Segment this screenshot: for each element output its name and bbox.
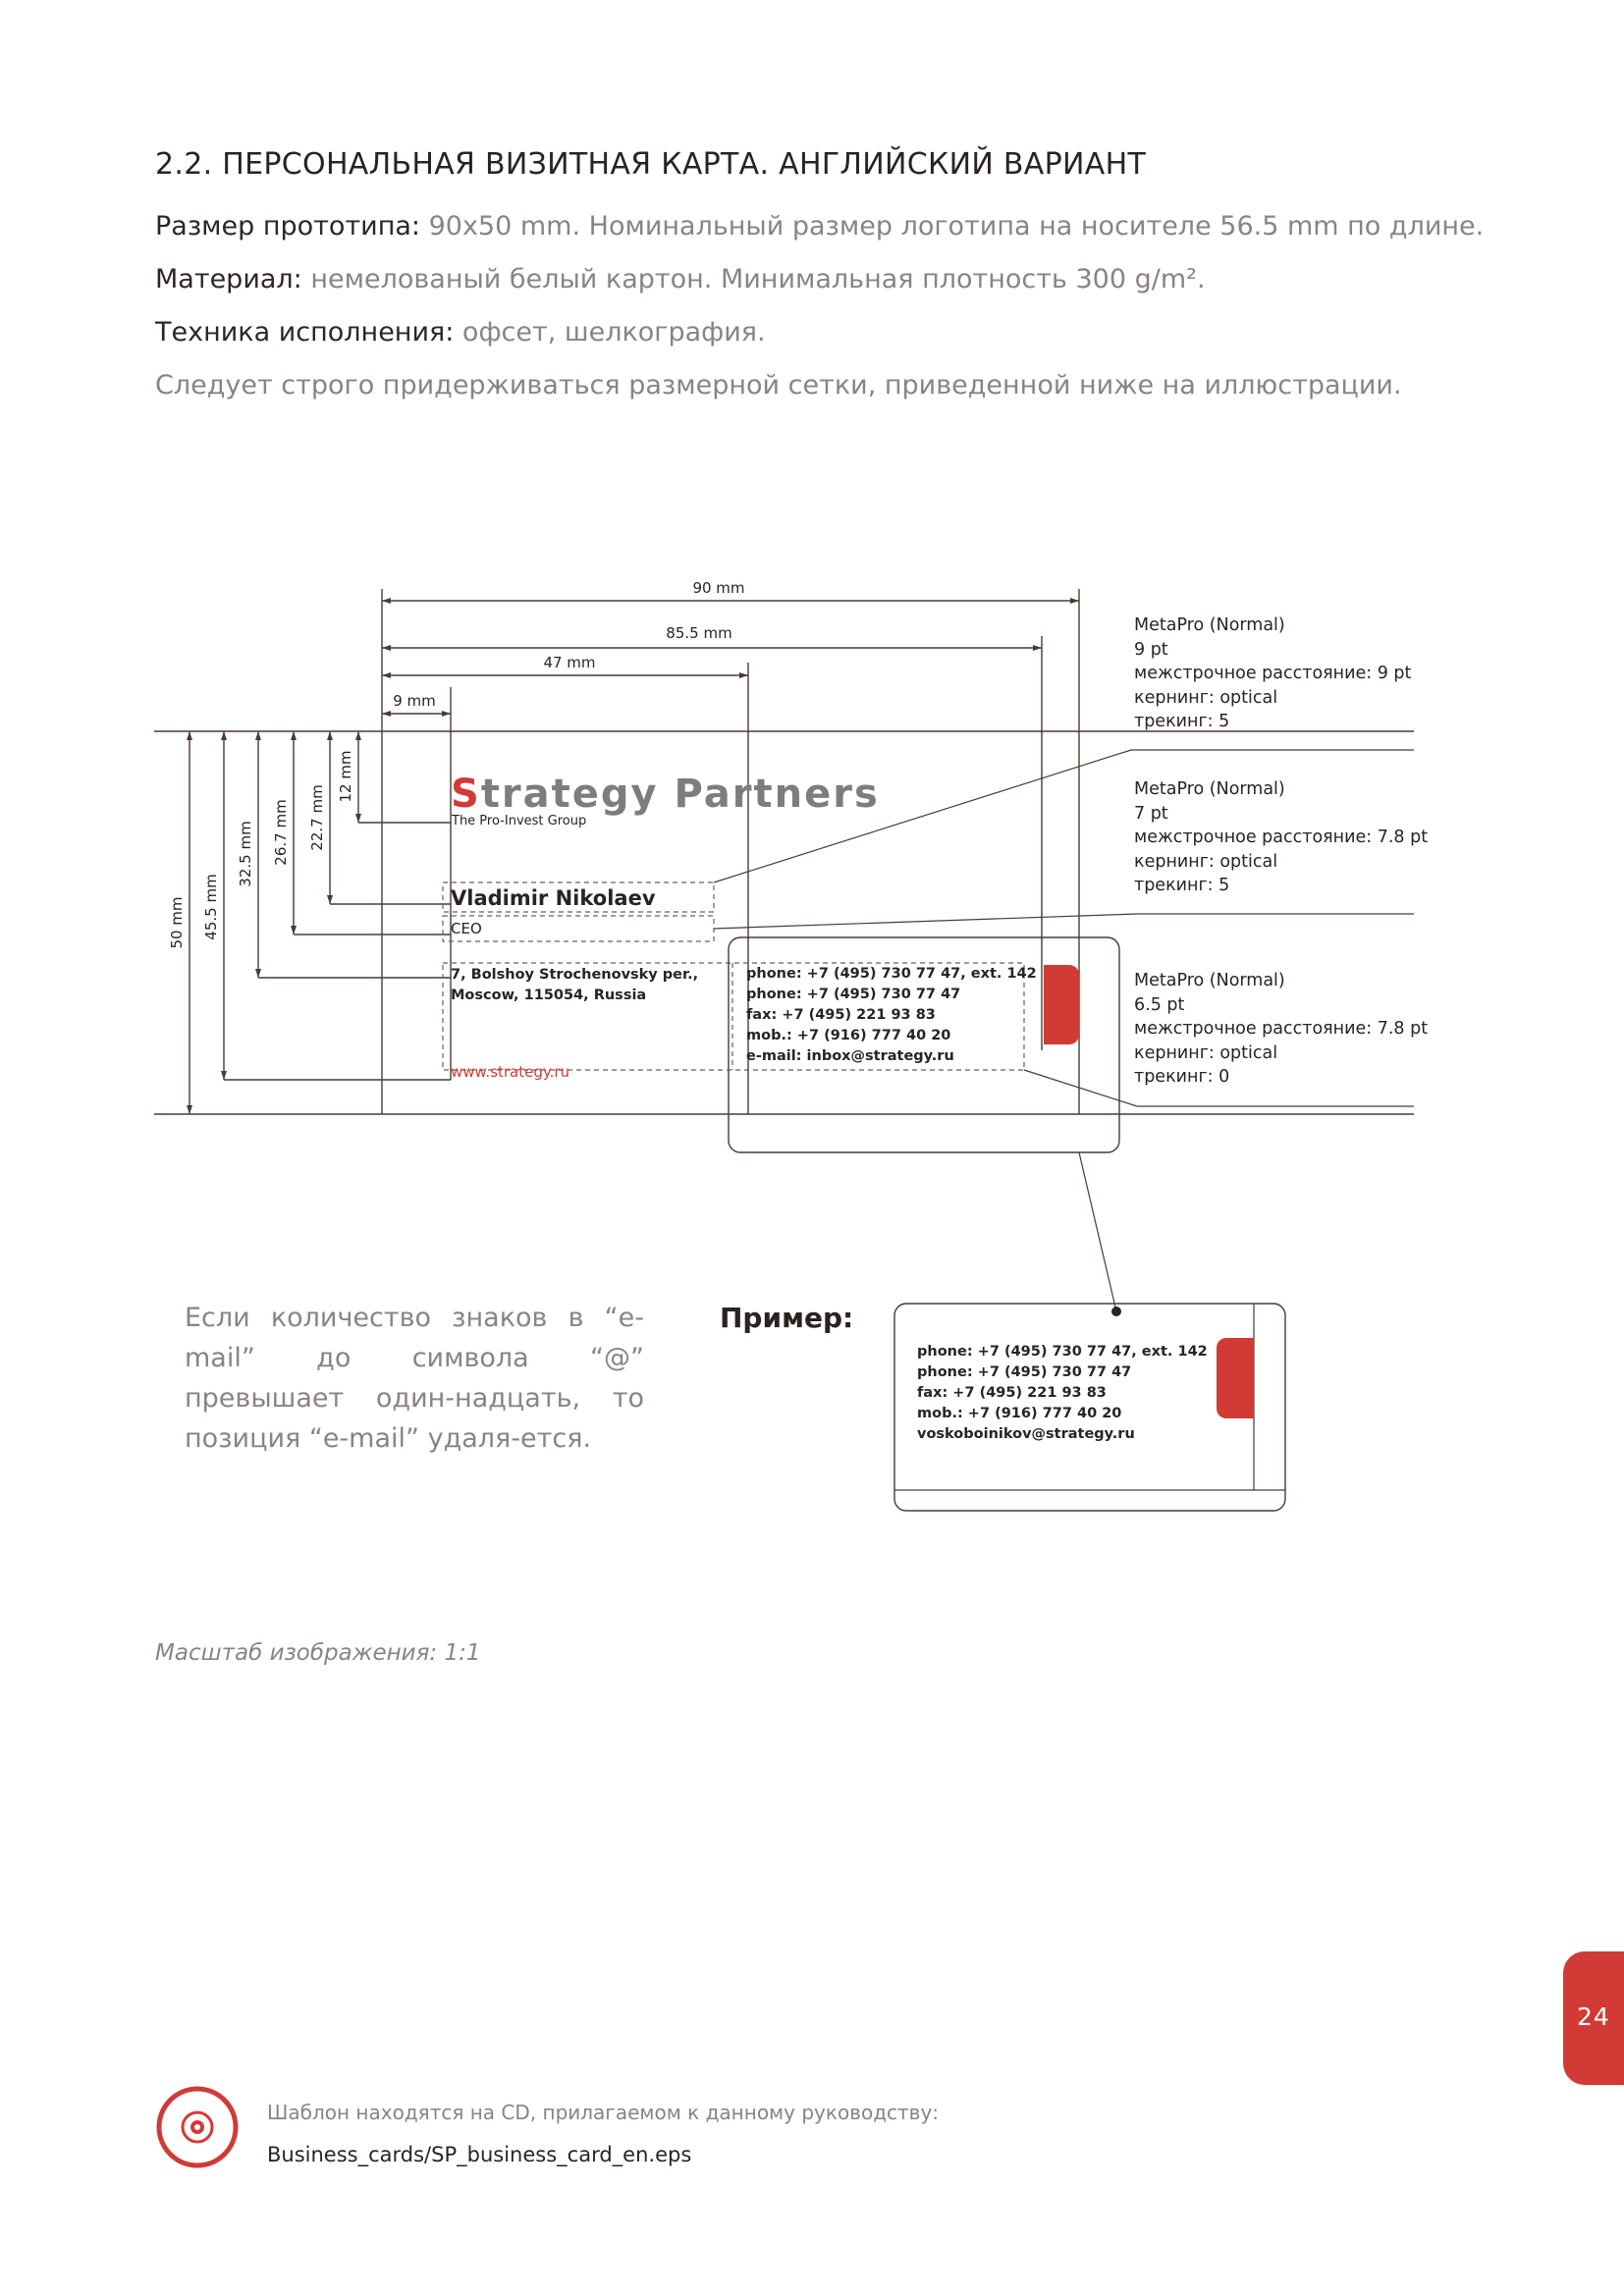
logo-tagline: The Pro-Invest Group <box>452 814 587 828</box>
example-label: Пример: <box>720 1302 854 1334</box>
example-contact-2: phone: +7 (495) 730 77 47 <box>917 1364 1132 1380</box>
card-address-line2: Moscow, 115054, Russia <box>451 988 647 1003</box>
annotation-tracking: трекинг: 5 <box>1134 876 1230 895</box>
footer-template-note: Шаблон находятся на CD, прилагаемом к данному руководству: <box>267 2101 940 2124</box>
annotation-leading: межстрочное расстояние: 7.8 pt <box>1134 1019 1429 1039</box>
annotation-contacts <box>1134 969 1428 1090</box>
annotation-size: 6.5 pt <box>1134 994 1185 1015</box>
dim-26: 26.7 mm <box>272 799 290 866</box>
example-contact-4: mob.: +7 (916) 777 40 20 <box>917 1406 1122 1421</box>
email-rule-note: Если количество знаков в “e-mail” до символа “@” превышает один-надцать, то позиция “e-mail” удаля-ется. <box>185 1303 644 1454</box>
spec-grid-note: Следует строго придерживаться размерной сетки, приведенной ниже на иллюстрации. <box>155 370 1402 400</box>
dim-50: 50 mm <box>168 896 186 949</box>
annotation-tracking: трекинг: 5 <box>1134 712 1230 731</box>
dim-90: 90 mm <box>692 579 745 597</box>
dim-22: 22.7 mm <box>308 784 326 851</box>
dim-32: 32.5 mm <box>237 821 254 887</box>
example-contact-5: voskoboinikov@strategy.ru <box>917 1426 1135 1442</box>
spec-size-key: Размер прототипа: <box>155 211 421 241</box>
spec-technique-value: офсет, шелкография. <box>454 317 766 347</box>
dim-47: 47 mm <box>543 654 596 671</box>
annotation-font: MetaPro (Normal) <box>1134 971 1285 990</box>
annotation-kerning: кернинг: optical <box>1134 1042 1278 1063</box>
annotation-title <box>1134 777 1428 898</box>
spec-material-key: Материал: <box>155 264 302 294</box>
annotation-name <box>1134 614 1411 734</box>
annotation-font: MetaPro (Normal) <box>1134 615 1285 635</box>
spec-material-value: немелованый белый картон. Минимальная плотность 300 g/m². <box>301 264 1206 294</box>
logo-text: trategy Partners <box>480 772 880 817</box>
logo <box>451 772 880 828</box>
scale-caption: Масштаб изображения: 1:1 <box>155 1640 481 1666</box>
dim-85: 85.5 mm <box>666 624 732 642</box>
example-card <box>894 1304 1285 1511</box>
annotation-size: 9 pt <box>1134 639 1168 660</box>
title-box <box>443 916 714 941</box>
spec-technique-key: Техника исполнения: <box>155 317 455 347</box>
example-contact-1: phone: +7 (495) 730 77 47, ext. 142 <box>917 1344 1208 1360</box>
dim-45: 45.5 mm <box>202 874 220 940</box>
page-title: 2.2. ПЕРСОНАЛЬНАЯ ВИЗИТНАЯ КАРТА. АНГЛИЙСКИЙ ВАРИАНТ <box>155 147 1147 182</box>
footer-file-path: Business_cards/SP_business_card_en.eps <box>267 2143 692 2166</box>
card-address-line1: 7, Bolshoy Strochenovsky per., <box>451 967 699 983</box>
card-website: www.strategy.ru <box>451 1063 570 1081</box>
annotation-kerning: кернинг: optical <box>1134 851 1278 872</box>
page-number: 24 <box>1577 2002 1610 2031</box>
card-contact-4: mob.: +7 (916) 777 40 20 <box>746 1028 951 1043</box>
logo-s: S <box>451 772 481 817</box>
annotation-leading: межстрочное расстояние: 9 pt <box>1134 664 1412 683</box>
card-contact-1: phone: +7 (495) 730 77 47, ext. 142 <box>746 966 1037 982</box>
card-contact-5: e-mail: inbox@strategy.ru <box>746 1048 954 1064</box>
annotation-kerning: кернинг: optical <box>1134 687 1278 708</box>
card-contact-2: phone: +7 (495) 730 77 47 <box>746 987 961 1002</box>
svg-text:Strategy Partners <box>451 772 880 817</box>
annotation-tracking: трекинг: 0 <box>1134 1067 1230 1087</box>
annotation-font: MetaPro (Normal) <box>1134 779 1285 799</box>
dim-12: 12 mm <box>337 750 354 803</box>
example-contact-3: fax: +7 (495) 221 93 83 <box>917 1385 1107 1401</box>
dim-9: 9 mm <box>393 692 436 710</box>
annotation-size: 7 pt <box>1134 803 1168 824</box>
annotation-leading: межстрочное расстояние: 7.8 pt <box>1134 828 1429 847</box>
spec-size-value: 90x50 mm. Номинальный размер логотипа на носителе 56.5 mm по длине. <box>420 211 1485 241</box>
card-name: Vladimir Nikolaev <box>451 886 656 910</box>
card-contact-3: fax: +7 (495) 221 93 83 <box>746 1007 936 1023</box>
cd-icon <box>153 2083 242 2171</box>
card-title: CEO <box>451 920 482 937</box>
